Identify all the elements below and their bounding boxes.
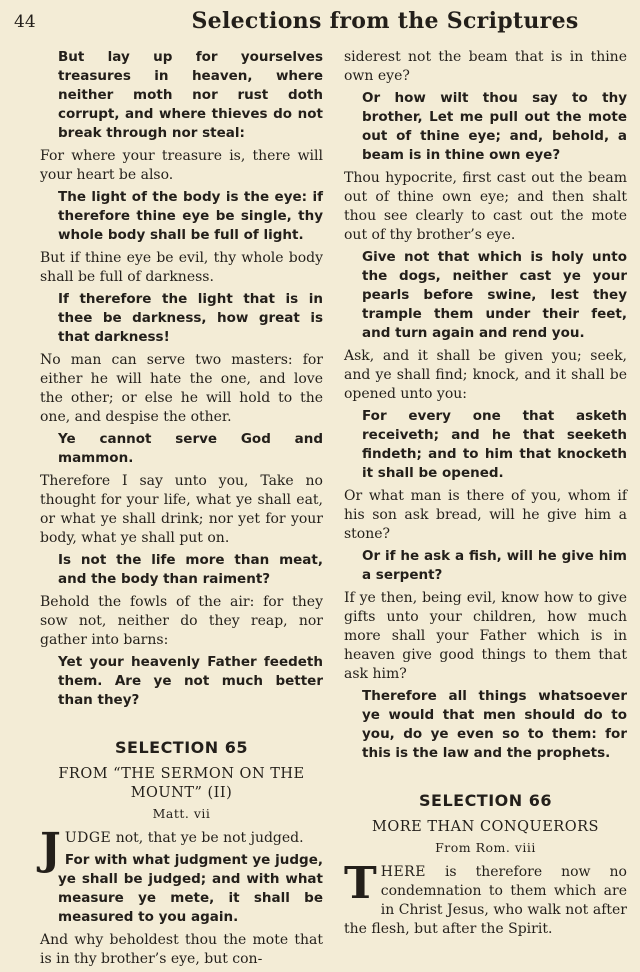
leader-verse: siderest not the beam that is in thine own eye? <box>344 49 627 84</box>
drop-cap: T <box>344 858 377 909</box>
leader-verse: Ask, and it shall be given you; seek, and ye shall find; knock, and it shall be opened unto you: <box>344 348 627 402</box>
leader-verse: No man can serve two masters: for either he will hate the one, and love the other; or else he will hold to the one, and despise the other. <box>40 352 323 425</box>
verse-text: is therefore now no condemnation to them which are in Christ Jesus, who walk not after the flesh, but after the Spirit. <box>344 864 627 937</box>
selection-65-subtitle: FROM “THE SERMON ON THE MOUNT” (II) <box>58 766 305 801</box>
leader-verse: Behold the fowls of the air: for they sow not, neither do they reap, nor gather into barns: <box>40 594 323 648</box>
response-verse: But lay up for yourselves treasures in heaven, where neither moth nor rust doth corrupt, and where thieves do not break through nor steal: <box>58 49 323 141</box>
leader-verse: Thou hypocrite, first cast out the beam out of thine own eye; and then shalt thou see clearly to cast out the mote out of thy brother’s eye. <box>344 170 627 243</box>
response-verse: Is not the life more than meat, and the body than raiment? <box>58 552 323 587</box>
response-verse: For with what judgment ye judge, ye shall be judged; and with what measure ye mete, it shall be measured to you again. <box>58 852 323 925</box>
response-verse: Or how wilt thou say to thy brother, Let me pull out the mote out of thine eye; and, behold, a beam is in thine own eye? <box>362 90 627 163</box>
response-verse: For every one that asketh receiveth; and he that seeketh findeth; and to him that knocketh it shall be opened. <box>362 408 627 481</box>
drop-cap: J <box>40 824 61 875</box>
verse-text: not, that ye be not judged. <box>111 830 304 846</box>
left-column <box>40 48 323 972</box>
leader-verse: For where your treasure is, there will your heart be also. <box>40 148 323 183</box>
leader-verse: But if thine eye be evil, thy whole body shall be full of darkness. <box>40 250 323 285</box>
leader-verse: If ye then, being evil, know how to give gifts unto your children, how much more shall your Father which is in heaven give good things to them that ask him? <box>344 590 627 682</box>
leader-verse: And why beholdest thou the mote that is in thy brother’s eye, but con- <box>40 932 323 967</box>
page-number: 44 <box>14 12 36 32</box>
response-verse: Give not that which is holy unto the dogs, neither cast ye your pearls before swine, lest they trample them under their feet, and turn again and rend you. <box>362 249 627 341</box>
selection-65-reference: Matt. vii <box>152 806 211 821</box>
response-verse: Or if he ask a fish, will he give him a serpent? <box>362 548 627 583</box>
running-title: Selections from the Scriptures <box>191 8 579 34</box>
leader-verse: Therefore I say unto you, Take no thought for your life, what ye shall eat, or what ye shall drink; nor yet for your body, what ye shall put on. <box>40 473 323 546</box>
selection-66-heading: SELECTION 66 <box>418 791 552 810</box>
selection-66-reference: From Rom. viii <box>435 840 536 855</box>
selection-65-heading: SELECTION 65 <box>114 738 248 757</box>
response-verse: If therefore the light that is in thee be darkness, how great is that darkness! <box>58 291 323 345</box>
leader-verse <box>40 824 323 875</box>
leader-verse <box>344 858 627 939</box>
response-verse: The light of the body is the eye: if therefore thine eye be single, thy whole body shall be full of light. <box>58 189 323 243</box>
right-column <box>344 48 627 942</box>
first-word: HERE <box>380 864 426 880</box>
response-verse: Yet your heavenly Father feedeth them. Are ye not much better than they? <box>58 654 323 708</box>
leader-verse: Or what man is there of you, whom if his son ask bread, will he give him a stone? <box>344 488 627 542</box>
selection-66-subtitle: MORE THAN CONQUERORS <box>372 819 599 835</box>
first-word: UDGE <box>64 830 112 846</box>
response-verse: Ye cannot serve God and mammon. <box>58 431 323 466</box>
response-verse: Therefore all things whatsoever ye would that men should do to you, do ye even so to them: for this is the law and the prophets. <box>362 688 627 761</box>
